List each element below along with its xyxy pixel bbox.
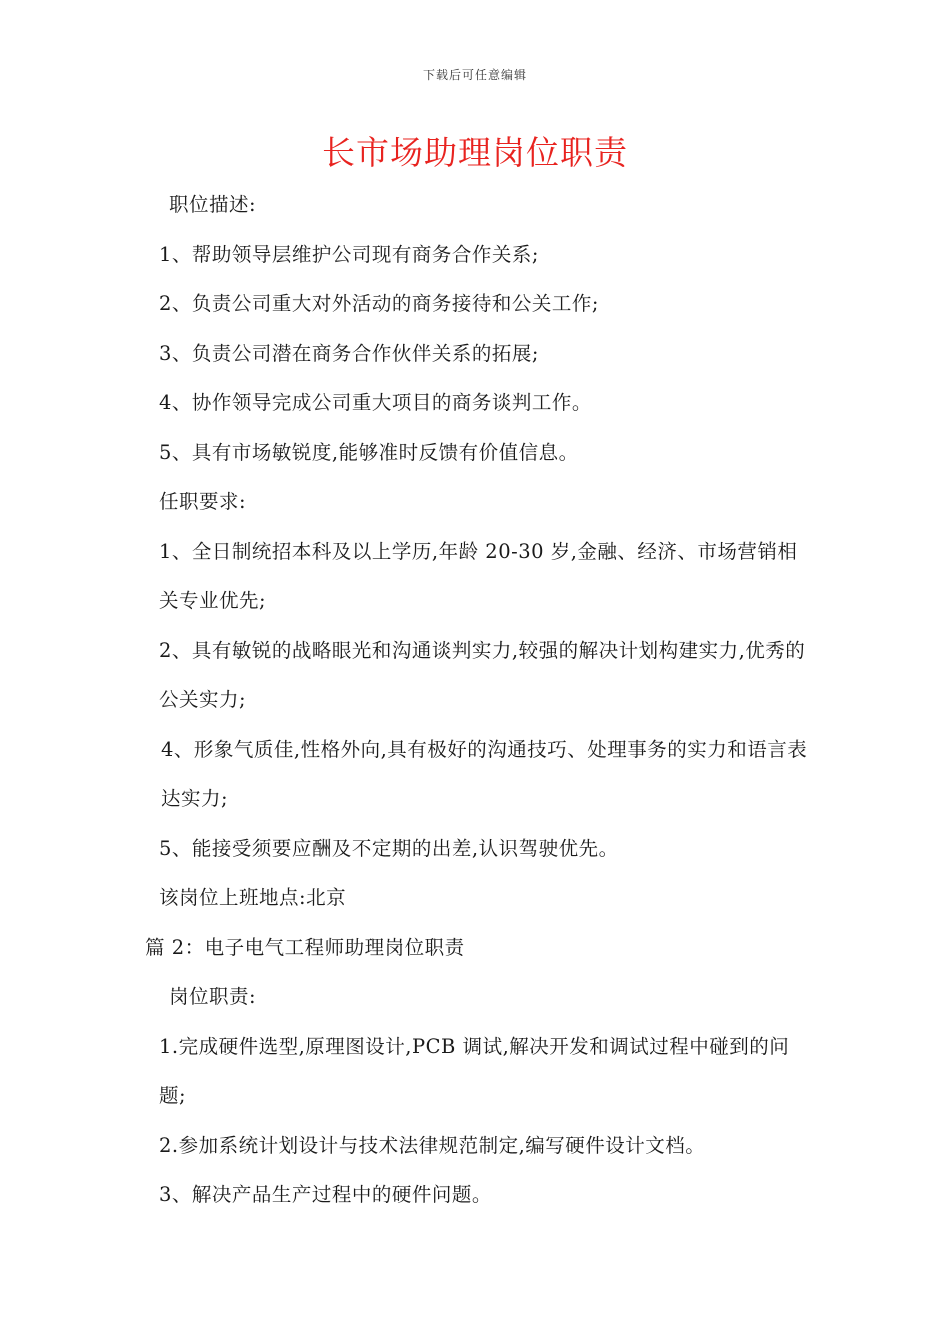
section-heading-requirements: 任职要求: (159, 490, 247, 513)
section-heading-job-description: 职位描述: (169, 193, 257, 216)
list-item: 5、能接受须要应酬及不定期的出差,认识驾驶优先。 (159, 836, 619, 860)
list-item: 4、协作领导完成公司重大项目的商务谈判工作。 (159, 391, 592, 414)
section-heading-duties: 岗位职责: (169, 985, 257, 1008)
list-item: 4、形象气质佳,性格外向,具有极好的沟通技巧、处理事务的实力和语言表达实力; (161, 737, 808, 810)
list-item: 3、解决产品生产过程中的硬件问题。 (159, 1183, 492, 1206)
work-location: 该岗位上班地点:北京 (159, 886, 347, 909)
list-item: 2.参加系统计划设计与技术法律规范制定,编写硬件设计文档。 (159, 1133, 706, 1157)
list-item: 1、帮助领导层维护公司现有商务合作关系; (159, 242, 539, 266)
list-item: 1.完成硬件选型,原理图设计,PCB 调试,解决开发和调试过程中碰到的问题; (159, 1034, 790, 1107)
list-item (145, 527, 815, 626)
part2-title: 篇 2：电子电气工程师助理岗位职责 (145, 935, 465, 959)
header-note: 下载后可任意编辑 (422, 68, 527, 82)
document-title: 长市场助理岗位职责 (322, 133, 628, 172)
list-item-text: 1、全日制统招本科及以上学历,年龄 20-30 岁,金融、经济、市场营销相关专业优先; (159, 539, 798, 612)
list-item: 3、负责公司潜在商务合作伙伴关系的拓展; (159, 341, 539, 365)
list-item: 2、负责公司重大对外活动的商务接待和公关工作; (159, 292, 599, 315)
list-item: 2、具有敏锐的战略眼光和沟通谈判实力,较强的解决计划构建实力,优秀的公关实力; (159, 638, 806, 711)
document-body (145, 180, 815, 1220)
list-item: 5、具有市场敏锐度,能够准时反馈有价值信息。 (159, 440, 579, 464)
